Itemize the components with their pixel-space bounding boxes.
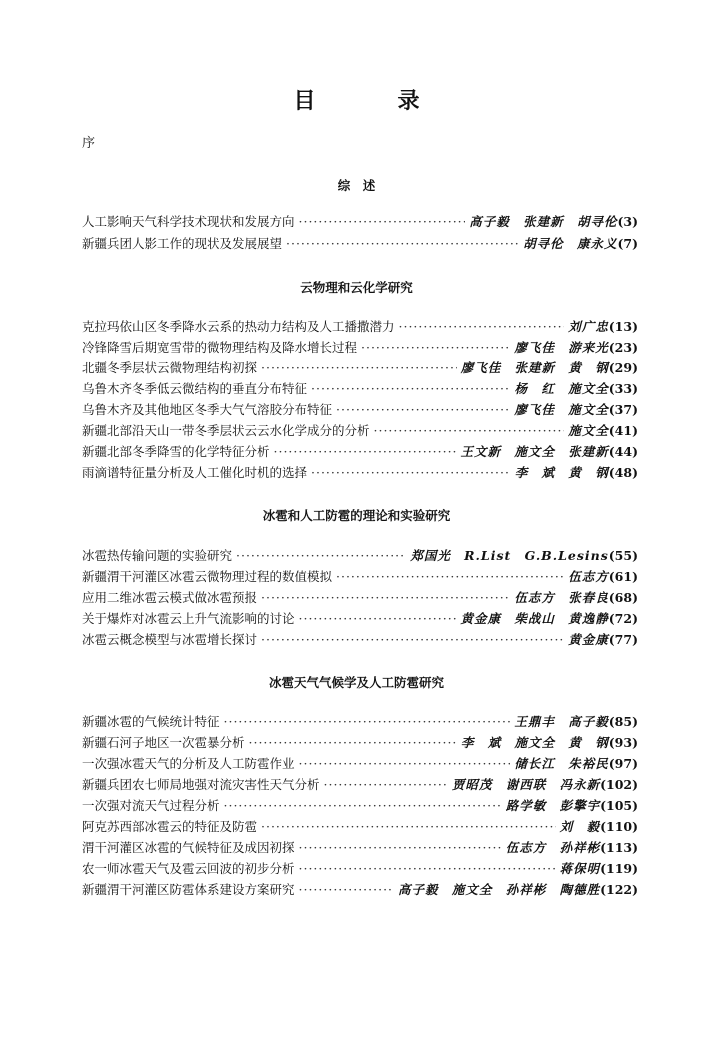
toc-entry[interactable] bbox=[82, 421, 638, 439]
entry-authors: 刘 毅 bbox=[559, 819, 601, 834]
entry-page: (41) bbox=[608, 423, 638, 438]
entry-title: 阿克苏西部冰雹云的特征及防雹 bbox=[82, 819, 258, 834]
entry-title: 一次强对流天气过程分析 bbox=[82, 798, 220, 813]
toc-entry[interactable] bbox=[82, 400, 638, 418]
entry-title: 冰雹热传输问题的实验研究 bbox=[82, 548, 233, 563]
entry-page: (13) bbox=[608, 319, 638, 334]
toc-entry[interactable] bbox=[82, 733, 638, 751]
toc-entry[interactable] bbox=[82, 567, 638, 585]
entry-authors: 李 斌 黄 钢 bbox=[514, 465, 609, 480]
toc-entry[interactable] bbox=[82, 234, 638, 252]
entry-title: 北疆冬季层状云微物理结构初探 bbox=[82, 360, 258, 375]
entry-authors: 路学敏 彭擎宇 bbox=[505, 798, 601, 813]
toc-entry[interactable] bbox=[82, 338, 638, 356]
dot-leader bbox=[374, 423, 565, 438]
toc-entry[interactable] bbox=[82, 212, 638, 230]
entry-page: (7) bbox=[617, 236, 638, 251]
toc-entry[interactable] bbox=[82, 880, 638, 898]
entry-authors: 黄金康 柴战山 黄逸静 bbox=[460, 611, 609, 626]
dot-leader bbox=[224, 798, 502, 813]
entry-title: 应用二维冰雹云模式做冰雹预报 bbox=[82, 590, 258, 605]
dot-leader bbox=[286, 236, 519, 251]
dot-leader bbox=[311, 381, 511, 396]
preface-item[interactable]: 序 bbox=[82, 136, 96, 151]
entry-title: 新疆渭干河灌区冰雹云微物理过程的数值模拟 bbox=[82, 569, 333, 584]
toc-entry[interactable] bbox=[82, 859, 638, 877]
dot-leader bbox=[299, 882, 395, 897]
toc-entry[interactable] bbox=[82, 817, 638, 835]
toc-entry[interactable] bbox=[82, 838, 638, 856]
entry-page: (85) bbox=[608, 714, 638, 729]
toc-entry[interactable] bbox=[82, 546, 638, 564]
entry-title: 乌鲁木齐及其他地区冬季大气气溶胶分布特征 bbox=[82, 402, 333, 417]
toc-entry[interactable] bbox=[82, 379, 638, 397]
entry-title: 关于爆炸对冰雹云上升气流影响的讨论 bbox=[82, 611, 295, 626]
entry-title: 新疆渭干河灌区防雹体系建设方案研究 bbox=[82, 882, 295, 897]
entry-page: (23) bbox=[608, 340, 638, 355]
entry-authors: 郑国光 R.List G.B.Lesins bbox=[410, 548, 609, 563]
entry-page: (110) bbox=[600, 819, 638, 834]
dot-leader bbox=[261, 632, 564, 647]
entry-title: 一次强冰雹天气的分析及人工防雹作业 bbox=[82, 756, 295, 771]
entry-authors: 伍志方 bbox=[568, 569, 609, 584]
section-heading-review: 综 述 bbox=[337, 178, 376, 193]
entry-page: (68) bbox=[608, 590, 638, 605]
entry-title: 人工影响天气科学技术现状和发展方向 bbox=[82, 214, 295, 229]
entry-authors: 高子毅 张建新 胡寻伦 bbox=[469, 214, 618, 229]
toc-entry[interactable] bbox=[82, 358, 638, 376]
dot-leader bbox=[336, 402, 510, 417]
entry-authors: 刘广忠 bbox=[568, 319, 609, 334]
entry-title: 新疆北部冬季降雪的化学特征分析 bbox=[82, 444, 270, 459]
toc-entry[interactable] bbox=[82, 775, 638, 793]
entry-authors: 贾昭茂 谢西联 冯永新 bbox=[451, 777, 601, 792]
dot-leader bbox=[399, 319, 565, 334]
entry-authors: 王文新 施文全 张建新 bbox=[460, 444, 609, 459]
toc-entry[interactable] bbox=[82, 796, 638, 814]
entry-page: (102) bbox=[600, 777, 638, 792]
toc-entry[interactable] bbox=[82, 712, 638, 730]
toc-entry[interactable] bbox=[82, 463, 638, 481]
entry-page: (33) bbox=[608, 381, 638, 396]
entry-title: 新疆兵团农七师局地强对流灾害性天气分析 bbox=[82, 777, 320, 792]
entry-title: 新疆北部沿天山一带冬季层状云云水化学成分的分析 bbox=[82, 423, 370, 438]
toc-entry[interactable] bbox=[82, 754, 638, 772]
entry-title: 农一师冰雹天气及雹云回波的初步分析 bbox=[82, 861, 295, 876]
dot-leader bbox=[299, 214, 466, 229]
dot-leader bbox=[261, 819, 556, 834]
dot-leader bbox=[299, 861, 556, 876]
dot-leader bbox=[361, 340, 510, 355]
entry-page: (113) bbox=[600, 840, 638, 855]
dot-leader bbox=[311, 465, 511, 480]
entry-authors: 蒋保明 bbox=[559, 861, 601, 876]
toc-entry[interactable] bbox=[82, 442, 638, 460]
dot-leader bbox=[249, 735, 457, 750]
section-heading-cloud-physics: 云物理和云化学研究 bbox=[300, 280, 413, 295]
dot-leader bbox=[336, 569, 564, 584]
entry-page: (93) bbox=[608, 735, 638, 750]
entry-title: 渭干河灌区冰雹的气候特征及成因初探 bbox=[82, 840, 295, 855]
toc-entry[interactable] bbox=[82, 609, 638, 627]
entry-authors: 储长江 朱裕民 bbox=[514, 756, 609, 771]
entry-page: (55) bbox=[608, 548, 638, 563]
toc-entry[interactable] bbox=[82, 317, 638, 335]
toc-entry[interactable] bbox=[82, 630, 638, 648]
entry-page: (29) bbox=[608, 360, 638, 375]
entry-title: 冷锋降雪后期宽雪带的微物理结构及降水增长过程 bbox=[82, 340, 358, 355]
dot-leader bbox=[224, 714, 511, 729]
entry-page: (119) bbox=[600, 861, 638, 876]
entry-page: (77) bbox=[608, 632, 638, 647]
entry-authors: 伍志方 张春良 bbox=[514, 590, 609, 605]
entry-authors: 黄金康 bbox=[568, 632, 609, 647]
entry-title: 新疆石河子地区一次雹暴分析 bbox=[82, 735, 245, 750]
entry-authors: 施文全 bbox=[568, 423, 609, 438]
dot-leader bbox=[299, 840, 502, 855]
dot-leader bbox=[261, 590, 510, 605]
entry-authors: 杨 红 施文全 bbox=[514, 381, 609, 396]
dot-leader bbox=[299, 611, 457, 626]
entry-title: 新疆冰雹的气候统计特征 bbox=[82, 714, 220, 729]
dot-leader bbox=[236, 548, 406, 563]
entry-authors: 胡寻伦 康永义 bbox=[523, 236, 618, 251]
entry-authors: 高子毅 施文全 孙祥彬 陶德胜 bbox=[398, 882, 601, 897]
entry-title: 冰雹云概念模型与冰雹增长探讨 bbox=[82, 632, 258, 647]
entry-authors: 廖飞佳 张建新 黄 钢 bbox=[460, 360, 609, 375]
entry-page: (105) bbox=[600, 798, 638, 813]
entry-page: (72) bbox=[608, 611, 638, 626]
entry-page: (122) bbox=[600, 882, 638, 897]
dot-leader bbox=[274, 444, 457, 459]
entry-authors: 王鼎丰 高子毅 bbox=[514, 714, 609, 729]
entry-page: (37) bbox=[608, 402, 638, 417]
entry-title: 克拉玛依山区冬季降水云系的热动力结构及人工播撒潜力 bbox=[82, 319, 395, 334]
entry-page: (61) bbox=[608, 569, 638, 584]
entry-authors: 廖飞佳 施文全 bbox=[514, 402, 609, 417]
entry-authors: 伍志方 孙祥彬 bbox=[505, 840, 601, 855]
entry-title: 雨滴谱特征量分析及人工催化时机的选择 bbox=[82, 465, 308, 480]
entry-page: (44) bbox=[608, 444, 638, 459]
entry-authors: 廖飞佳 游来光 bbox=[514, 340, 609, 355]
dot-leader bbox=[261, 360, 457, 375]
entry-page: (3) bbox=[617, 214, 638, 229]
dot-leader bbox=[324, 777, 448, 792]
entry-page: (48) bbox=[608, 465, 638, 480]
section-heading-hail-theory: 冰雹和人工防雹的理论和实验研究 bbox=[262, 508, 451, 523]
entry-title: 乌鲁木齐冬季低云微结构的垂直分布特征 bbox=[82, 381, 308, 396]
entry-authors: 李 斌 施文全 黄 钢 bbox=[460, 735, 609, 750]
entry-title: 新疆兵团人影工作的现状及发展展望 bbox=[82, 236, 283, 251]
entry-page: (97) bbox=[608, 756, 638, 771]
toc-entry[interactable] bbox=[82, 588, 638, 606]
dot-leader bbox=[299, 756, 511, 771]
page-title: 目 录 bbox=[293, 89, 450, 114]
section-heading-hail-climatology: 冰雹天气气候学及人工防雹研究 bbox=[268, 675, 444, 690]
